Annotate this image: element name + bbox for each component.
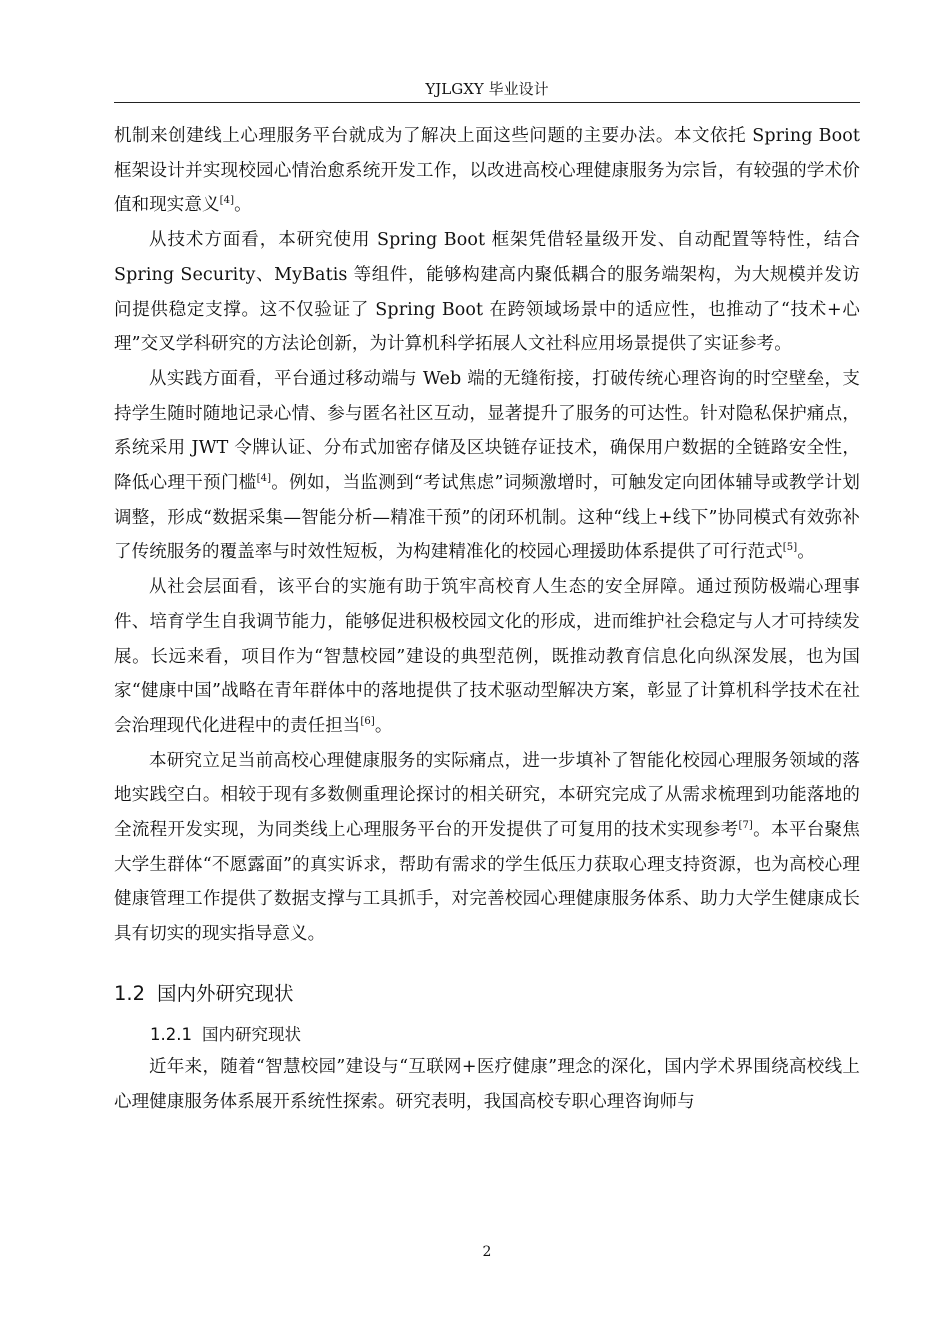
paragraph-1: 机制来创建线上心理服务平台就成为了解决上面这些问题的主要办法。本文依托 Spring Boot 框架设计并实现校园心情治愈系统开发工作，以改进高校心理健康服务为宗旨，有较强的学术价值和现实意义[4]。 <box>114 126 860 216</box>
page-header: YJLGXY 毕业设计 <box>425 80 549 98</box>
section-title: 国内外研究现状 <box>157 981 294 1005</box>
paragraph-2: 从技术方面看，本研究使用 Spring Boot 框架凭借轻量级开发、自动配置等特性，结合 Spring Security、MyBatis 等组件，能够构建高内聚低耦合的服务端架构，为大规模并发访问提供稳定支撑。这不仅验证了 Spring Boot 在跨领域场景中的适应性，也推动了“技术+心理”交叉学科研究的方法论创新，为计算机科学拓展人文社科应用场景提供了实证参考。 <box>114 230 860 355</box>
page-content <box>114 119 860 1119</box>
subsection-title: 国内研究现状 <box>201 1024 301 1044</box>
page-number: 2 <box>482 1244 492 1260</box>
citation: [5] <box>782 542 798 554</box>
subsection-heading <box>150 1020 860 1050</box>
section-heading <box>114 976 860 1012</box>
subsection-number: 1.2.1 <box>150 1024 192 1044</box>
paragraph-3: 从实践方面看，平台通过移动端与 Web 端的无缝衔接，打破传统心理咨询的时空壁垒，支持学生随时随地记录心情、参与匿名社区互动，显著提升了服务的可达性。针对隐私保护痛点，系统采用 JWT 令牌认证、分布式加密存储及区块链存证技术，确保用户数据的全链路安全性，降低心理干预门槛[4]。例如，当监测到“考试焦虑”词频激增时，可触发定向团体辅导或教学计划调整，形成“数据采集—智能分析—精准干预”的闭环机制。这种“线上+线下”协同模式有效弥补了传统服务的覆盖率与时效性短板，为构建精准化的校园心理援助体系提供了可行范式[5]。 <box>114 368 860 563</box>
citation: [4] <box>256 473 272 485</box>
citation: [4] <box>219 195 235 207</box>
section-number: 1.2 <box>114 981 146 1005</box>
paragraph-4: 从社会层面看，该平台的实施有助于筑牢高校育人生态的安全屏障。通过预防极端心理事件、培育学生自我调节能力，能够促进积极校园文化的形成，进而维护社会稳定与人才可持续发展。长远来看，项目作为“智慧校园”建设的典型范例，既推动教育信息化向纵深发展，也为国家“健康中国”战略在青年群体中的落地提供了技术驱动型解决方案，彰显了计算机科学技术在社会治理现代化进程中的责任担当[6]。 <box>114 577 860 736</box>
citation: [7] <box>738 820 753 832</box>
header-rule <box>114 102 860 103</box>
citation: [6] <box>360 715 375 727</box>
paragraph-6: 近年来，随着“智慧校园”建设与“互联网+医疗健康”理念的深化，国内学术界围绕高校线上心理健康服务体系展开系统性探索。研究表明，我国高校专职心理咨询师与 <box>114 1056 860 1112</box>
paragraph-5: 本研究立足当前高校心理健康服务的实际痛点，进一步填补了智能化校园心理服务领域的落地实践空白。相较于现有多数侧重理论探讨的相关研究，本研究完成了从需求梳理到功能落地的全流程开发实现，为同类线上心理服务平台的开发提供了可复用的技术实现参考[7]。本平台聚焦大学生群体“不愿露面”的真实诉求，帮助有需求的学生低压力获取心理支持资源，也为高校心理健康管理工作提供了数据支撑与工具抓手，对完善校园心理健康服务体系、助力大学生健康成长具有切实的现实指导意义。 <box>114 750 860 945</box>
